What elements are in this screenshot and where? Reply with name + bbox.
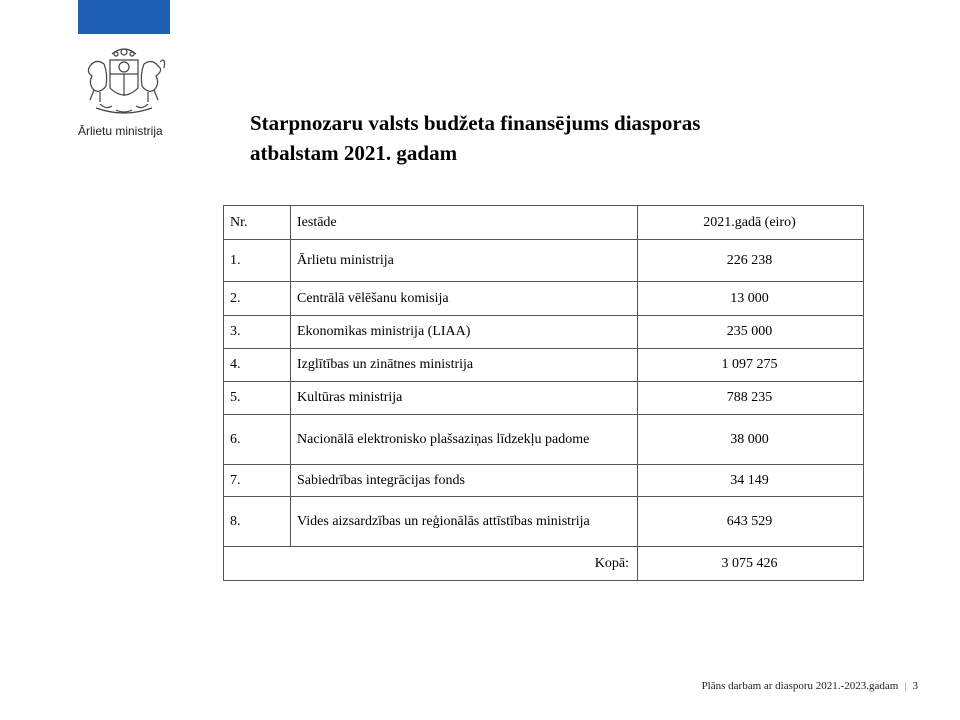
footer: [702, 680, 918, 692]
row-nr: 6.: [224, 415, 291, 465]
table-row: [224, 240, 864, 282]
table-row: [224, 497, 864, 547]
row-nr: 5.: [224, 382, 291, 415]
brand-color-bar: [78, 0, 170, 34]
page-title: [250, 108, 890, 168]
row-institution: Nacionālā elektronisko plašsaziņas līdzekļu padome: [291, 415, 638, 465]
header-institution: Iestāde: [291, 206, 638, 240]
table-row: [224, 465, 864, 497]
row-amount: 34 149: [638, 465, 864, 497]
row-nr: 4.: [224, 349, 291, 382]
footer-text: Plāns darbam ar diasporu 2021.-2023.gadam: [701, 680, 899, 692]
row-nr: 8.: [224, 497, 291, 547]
page-number: 3: [912, 680, 918, 692]
row-institution: Kultūras ministrija: [291, 382, 638, 415]
title-line-2: atbalstam 2021. gadam: [250, 141, 458, 165]
table-row: [224, 415, 864, 465]
row-institution: Centrālā vēlēšanu komisija: [291, 282, 638, 316]
total-amount: 3 075 426: [638, 547, 864, 581]
row-amount: 788 235: [638, 382, 864, 415]
footer-separator: |: [904, 680, 907, 692]
title-line-1: Starpnozaru valsts budžeta finansējums diasporas: [250, 111, 701, 135]
header-nr: Nr.: [224, 206, 291, 240]
row-amount: 226 238: [638, 240, 864, 282]
row-institution: Izglītības un zinātnes ministrija: [291, 349, 638, 382]
budget-table: [223, 205, 864, 581]
table-total-row: [224, 547, 864, 581]
row-amount: 38 000: [638, 415, 864, 465]
total-label: Kopā:: [224, 547, 638, 581]
table-row: [224, 282, 864, 316]
table-row: [224, 349, 864, 382]
row-institution: Ārlietu ministrija: [291, 240, 638, 282]
row-amount: 643 529: [638, 497, 864, 547]
row-nr: 1.: [224, 240, 291, 282]
row-nr: 7.: [224, 465, 291, 497]
table-row: [224, 382, 864, 415]
row-institution: Vides aizsardzības un reģionālās attīstības ministrija: [291, 497, 638, 547]
row-amount: 235 000: [638, 316, 864, 349]
row-amount: 1 097 275: [638, 349, 864, 382]
org-name: Ārlietu ministrija: [78, 124, 163, 138]
row-institution: Sabiedrības integrācijas fonds: [291, 465, 638, 497]
header-amount: 2021.gadā (eiro): [638, 206, 864, 240]
row-amount: 13 000: [638, 282, 864, 316]
row-nr: 2.: [224, 282, 291, 316]
row-institution: Ekonomikas ministrija (LIAA): [291, 316, 638, 349]
row-nr: 3.: [224, 316, 291, 349]
coat-of-arms-icon: [76, 44, 172, 120]
table-header-row: [224, 206, 864, 240]
table-row: [224, 316, 864, 349]
